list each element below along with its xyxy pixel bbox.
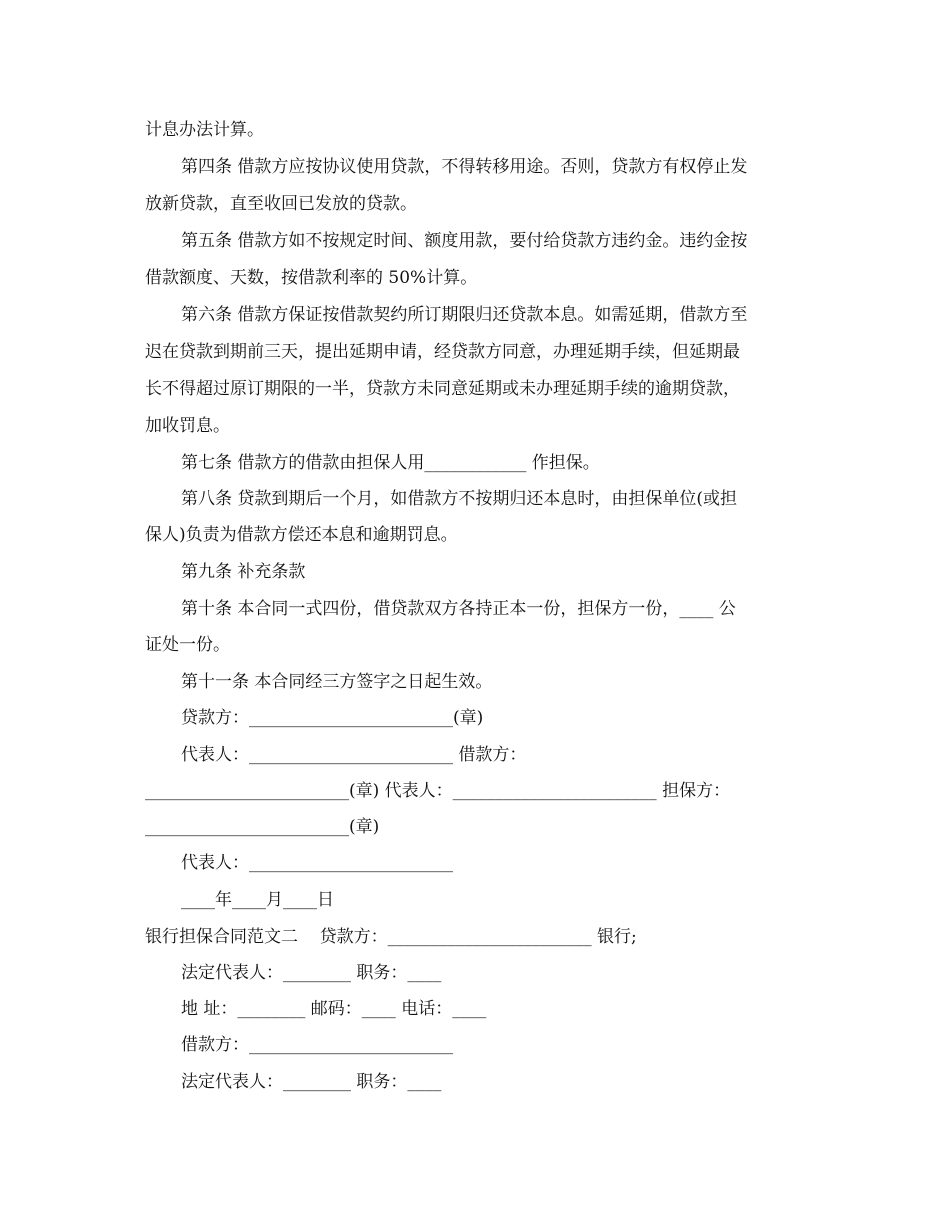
text-line: 法定代表人：________ 职务：____ xyxy=(181,1072,442,1092)
text-line: 法定代表人：________ 职务：____ xyxy=(181,963,442,983)
text-line: 第十一条 本合同经三方签字之日起生效。 xyxy=(181,672,493,692)
text-line: ____年____月____日 xyxy=(181,890,334,910)
text-line: 地 址：________ 邮码：____ 电话：____ xyxy=(181,999,487,1019)
text-line: 代表人：________________________ 借款方： xyxy=(181,745,527,765)
text-line: 第九条 补充条款 xyxy=(181,562,306,582)
text-line: 加收罚息。 xyxy=(145,416,230,436)
text-line: 计息办法计算。 xyxy=(145,120,264,140)
text-line: 第六条 借款方保证按借款契约所订期限归还贷款本息。如需延期，借款方至 xyxy=(181,305,748,325)
text-line: 银行担保合同范文二 贷款方：________________________ 银行; xyxy=(145,927,637,947)
text-line: ________________________(章) 代表人：________________________ 担保方： xyxy=(145,781,731,801)
text-line: 迟在贷款到期前三天，提出延期申请，经贷款方同意，办理延期手续，但延期最 xyxy=(145,342,740,362)
text-line: 保人)负责为借款方偿还本息和逾期罚息。 xyxy=(145,525,458,545)
text-line: 长不得超过原订期限的一半，贷款方未同意延期或未办理延期手续的逾期贷款， xyxy=(145,379,740,399)
text-line: 代表人：________________________ xyxy=(181,853,453,873)
text-line: 放新贷款，直至收回已发放的贷款。 xyxy=(145,194,417,214)
text-line: 证处一份。 xyxy=(145,635,230,655)
text-line: 第十条 本合同一式四份，借贷款双方各持正本一份，担保方一份，____ 公 xyxy=(181,599,736,619)
text-line: 第五条 借款方如不按规定时间、额度用款，要付给贷款方违约金。违约金按 xyxy=(181,231,748,251)
text-line: 借款方：________________________ xyxy=(181,1035,453,1055)
text-line: 借款额度、天数，按借款利率的 50%计算。 xyxy=(145,268,478,288)
text-line: ________________________(章) xyxy=(145,817,380,837)
text-line: 第四条 借款方应按协议使用贷款，不得转移用途。否则，贷款方有权停止发 xyxy=(181,157,748,177)
text-line: 第八条 贷款到期后一个月，如借款方不按期归还本息时，由担保单位(或担 xyxy=(181,489,738,509)
text-line: 贷款方：________________________(章) xyxy=(181,708,484,728)
text-line: 第七条 借款方的借款由担保人用____________ 作担保。 xyxy=(181,453,600,473)
